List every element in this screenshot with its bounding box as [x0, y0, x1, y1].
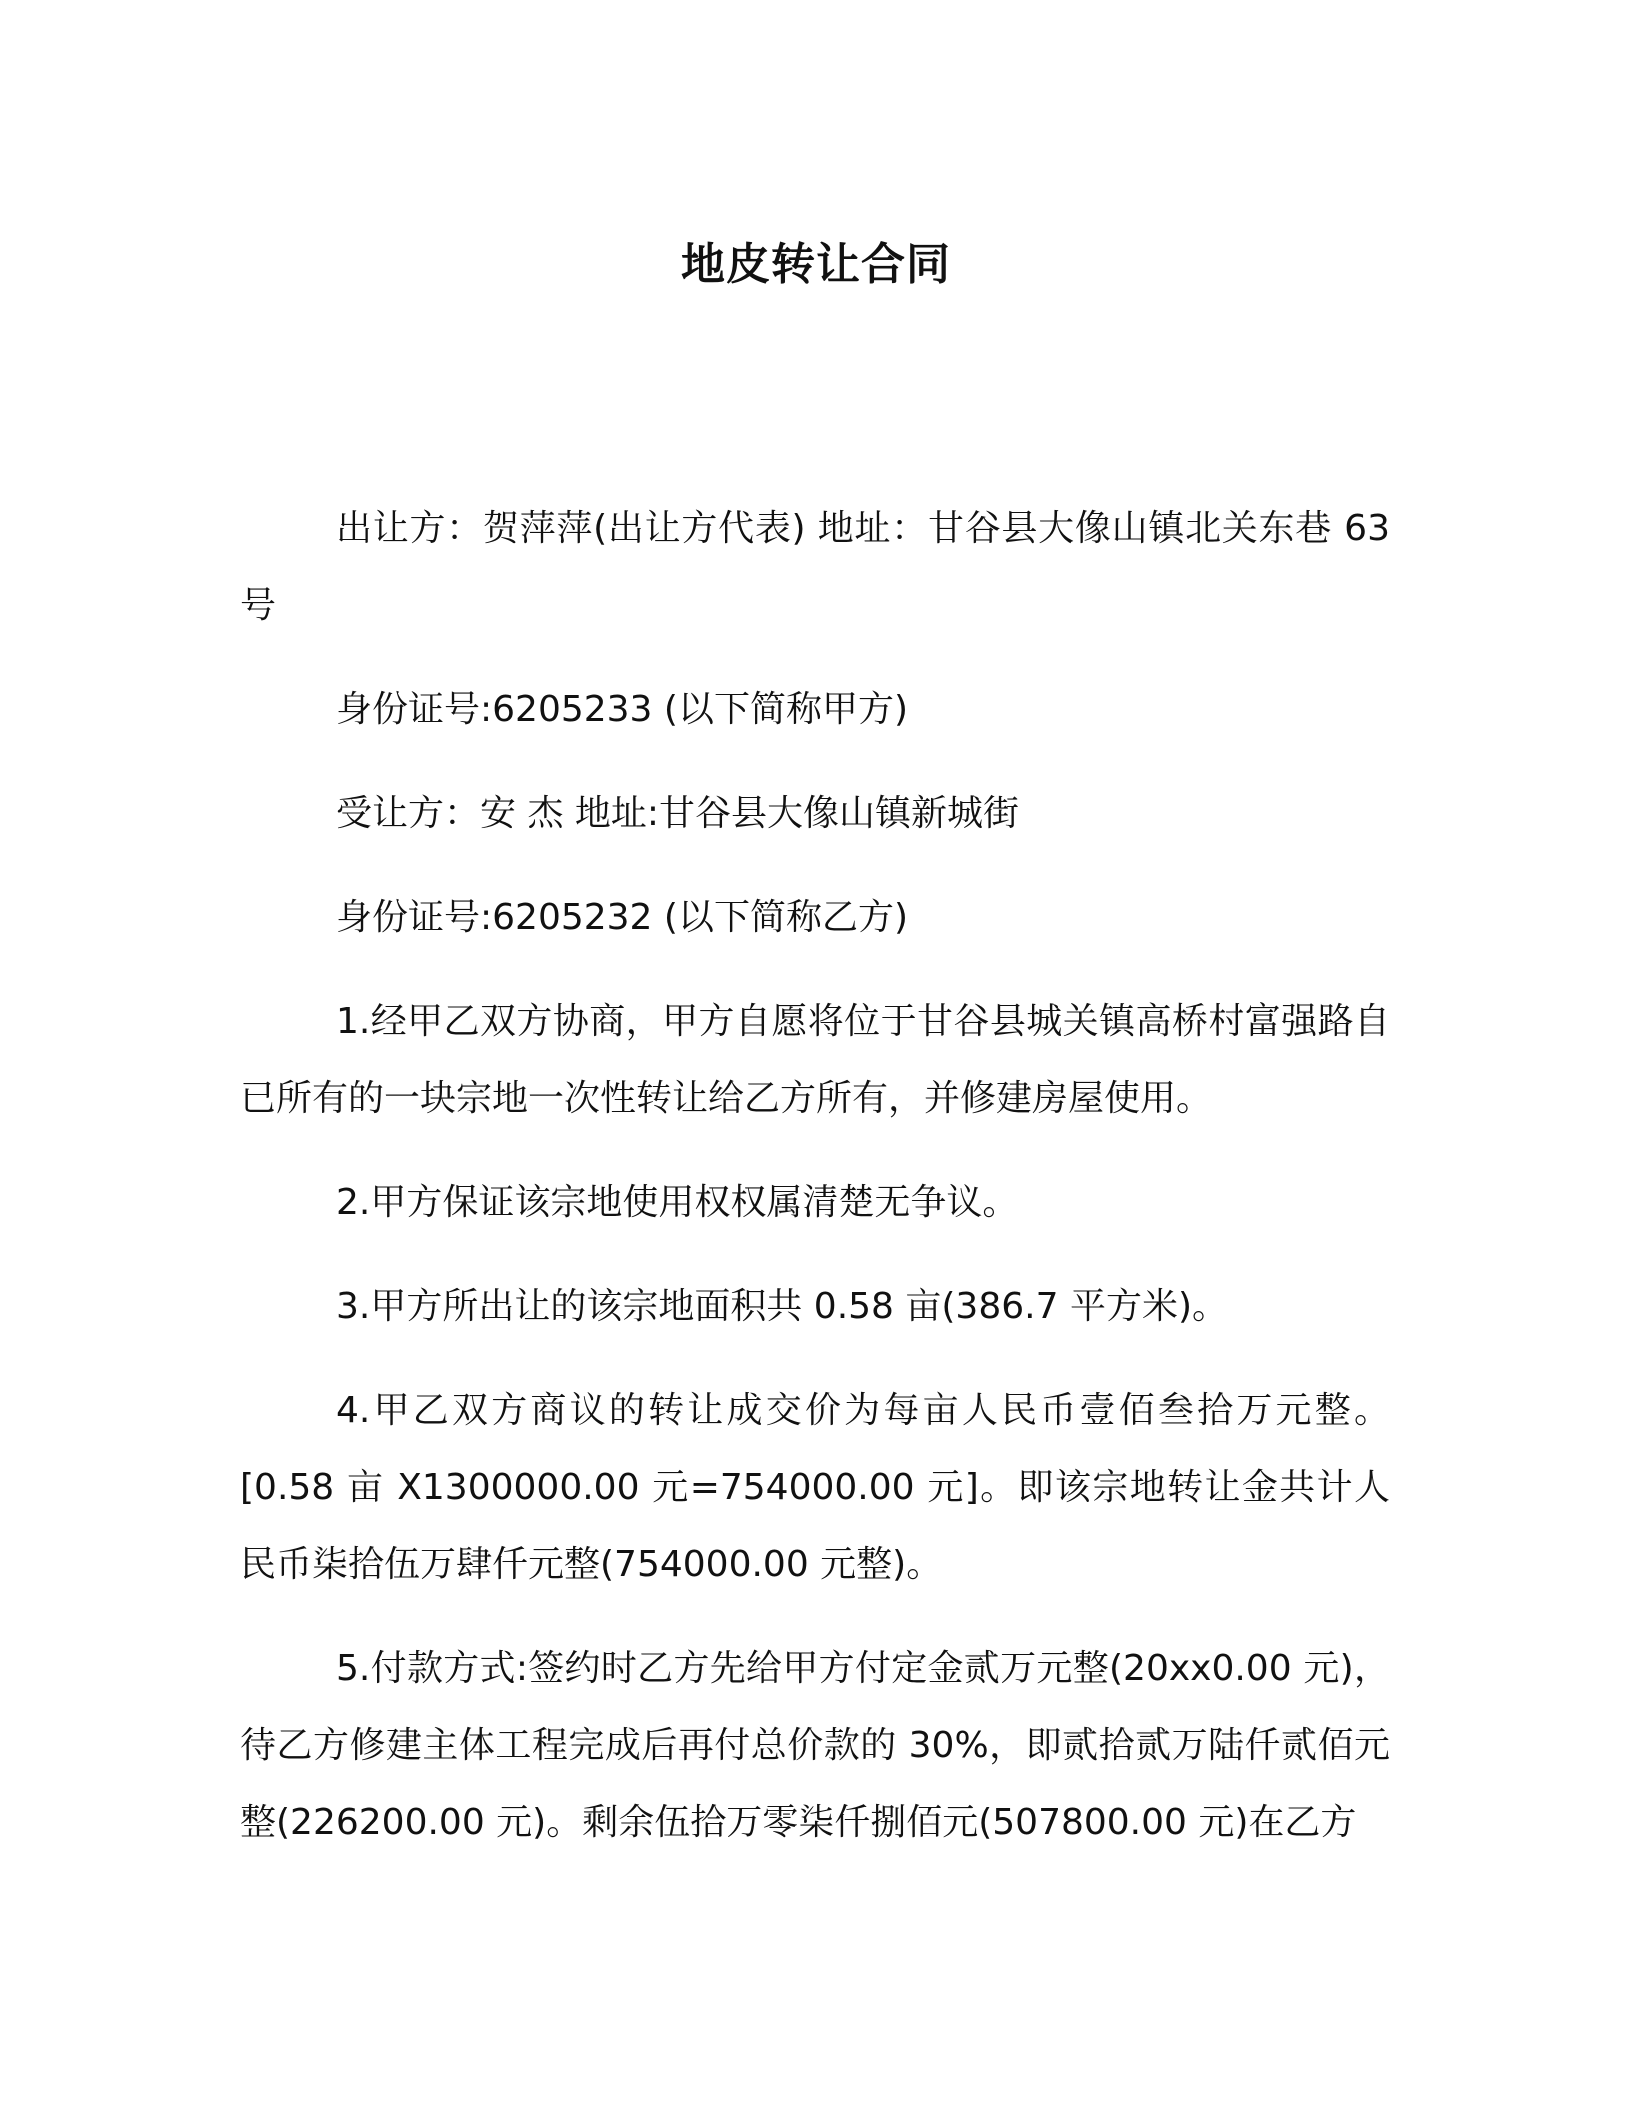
transferor-info: 出让方：贺萍萍(出让方代表) 地址：甘谷县大像山镇北关东巷 63 号: [240, 508, 1390, 626]
document-title: 地皮转让合同: [681, 239, 951, 290]
transferee-id: 身份证号:6205232 (以下简称乙方): [336, 897, 908, 938]
clause-3: 3.甲方所出让的该宗地面积共 0.58 亩(386.7 平方米)。: [336, 1286, 1228, 1327]
clause-1: 1.经甲乙双方协商，甲方自愿将位于甘谷县城关镇高桥村富强路自已所有的一块宗地一次性转让给乙方所有，并修建房屋使用。: [240, 1001, 1390, 1119]
clause-5: 5.付款方式:签约时乙方先给甲方付定金贰万元整(20xx0.00 元)，待乙方修建主体工程完成后再付总价款的 30%，即贰拾贰万陆仟贰佰元整(226200.00 元)。剩余伍拾万零柒仟捌佰元(507800.00 元)在乙方: [240, 1648, 1390, 1843]
transferor-id: 身份证号:6205233 (以下简称甲方): [336, 689, 908, 730]
transferee-info: 受让方：安 杰 地址:甘谷县大像山镇新城街: [336, 793, 1020, 834]
clause-2: 2.甲方保证该宗地使用权权属清楚无争议。: [336, 1182, 1019, 1223]
clause-4: 4.甲乙双方商议的转让成交价为每亩人民币壹佰叁拾万元整。[0.58 亩 X1300000.00 元=754000.00 元]。即该宗地转让金共计人民币柒拾伍万肆仟元整(754000.00 元整)。: [240, 1390, 1390, 1585]
document-body: [240, 490, 1390, 1888]
